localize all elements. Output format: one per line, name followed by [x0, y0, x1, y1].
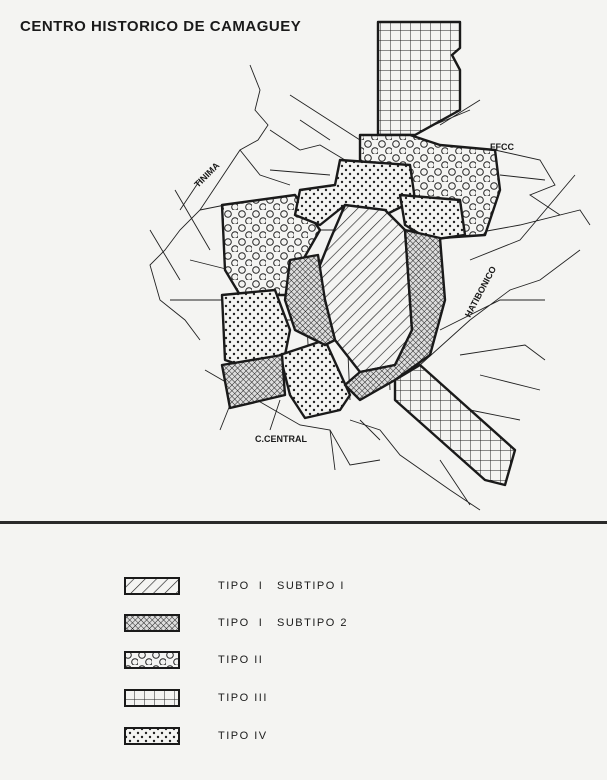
label-c-central: C.CENTRAL: [255, 434, 307, 444]
label-ffcc: FFCC: [490, 142, 514, 152]
legend-label: TIPO I SUBTIPO 2: [218, 617, 348, 629]
cross-hatch-swatch-icon: [124, 614, 180, 632]
zone-tipo-i-subtipo-2-southwest: [222, 355, 285, 408]
grid-swatch-icon: [124, 689, 180, 707]
label-hatibonico: HATIBONICO: [462, 264, 499, 319]
diagonal-hatch-swatch-icon: [124, 577, 180, 595]
zone-tipo-iii-north: [378, 22, 460, 135]
zone-tipo-iii-southeast: [395, 365, 515, 485]
map-title: CENTRO HISTORICO DE CAMAGUEY: [20, 18, 302, 35]
zones: [222, 22, 515, 485]
legend-label: TIPO III: [218, 692, 268, 704]
legend-label: TIPO IV: [218, 730, 268, 742]
legend-label: TIPO I SUBTIPO I: [218, 580, 345, 592]
dots-swatch-icon: [124, 727, 180, 745]
zone-tipo-iv-south: [280, 340, 350, 418]
zone-tipo-iv-west: [222, 290, 290, 365]
section-divider: [0, 521, 607, 524]
label-tinima: TINIMA: [192, 160, 222, 190]
circles-swatch-icon: [124, 651, 180, 669]
legend-label: TIPO II: [218, 654, 264, 666]
